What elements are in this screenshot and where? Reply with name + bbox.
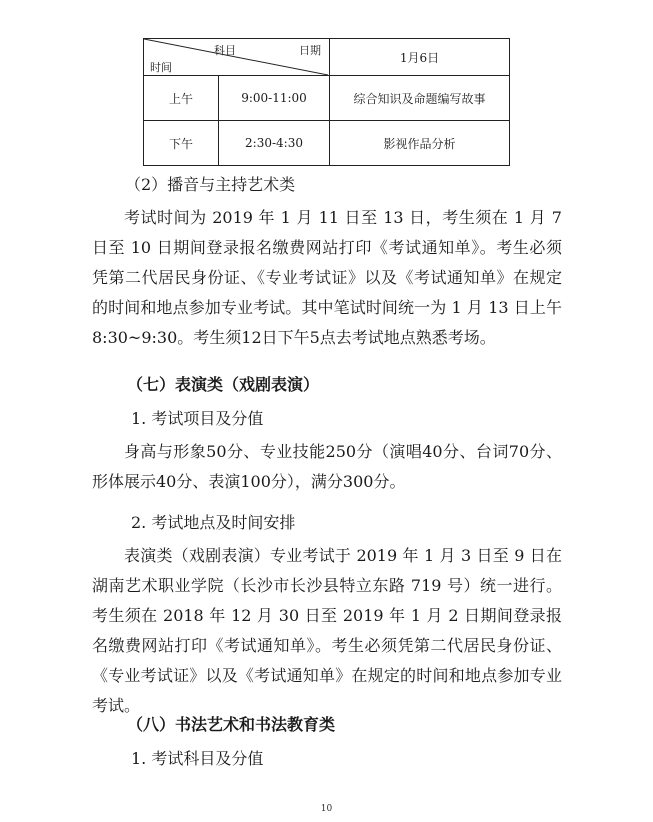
- section-broadcast-paragraph: 考试时间为 2019 年 1 月 11 日至 13 日，考生须在 1 月 7 日至 10 日期间登录报名缴费网站打印《考试通知单》。考生必须凭第二代居民身份证、《专业考试证》以及《考试通知单》在规定的时间和地点参加专业考试。其中笔试时间统一为 1 月 13 日上午 8:30~9:30。考生须12日下午5点去考试地点熟悉考场。: [92, 208, 562, 347]
- page-number: 10: [320, 804, 333, 814]
- exam-schedule-table: [143, 38, 510, 166]
- subject-cell: 影视作品分析: [330, 121, 510, 166]
- section-eight-title: （八）书法艺术和书法教育类: [127, 715, 336, 734]
- period-cell: 下午: [144, 121, 219, 166]
- section-eight-item1-title: 1. 考试科目及分值: [131, 749, 264, 768]
- table-header-row: [144, 39, 510, 76]
- table-row: [144, 121, 510, 166]
- section-seven-item2-text: 表演类（戏剧表演）专业考试于 2019 年 1 月 3 日至 9 日在湖南艺术职业学院（长沙市长沙县特立东路 719 号）统一进行。考生须在 2018 年 12 月 30 日至 2019 年 1 月 2 日期间登录报名缴费网站打印《考试通知单》。考生必须凭第二代居民身份证、《专业考试证》以及《考试通知单》在规定的时间和地点参加专业考试。: [92, 546, 562, 715]
- period-cell: 上午: [144, 76, 219, 121]
- date-value-cell: 1月6日: [330, 39, 510, 76]
- subject-cell: 综合知识及命题编写故事: [330, 76, 510, 121]
- time-cell: 2:30-4:30: [219, 121, 330, 166]
- header-subject-label: 科目: [214, 44, 236, 57]
- table-row: [144, 76, 510, 121]
- section-broadcast-title: （2）播音与主持艺术类: [125, 175, 296, 194]
- header-date-label: 日期: [299, 44, 321, 57]
- time-cell: 9:00-11:00: [219, 76, 330, 121]
- header-time-label: 时间: [150, 61, 172, 74]
- section-seven-item1-text: 身高与形象50分、专业技能250分（演唱40分、台词70分、形体展示40分、表演100分），满分300分。: [92, 442, 562, 491]
- diagonal-header-cell: [144, 39, 330, 76]
- section-seven-item2-title: 2. 考试地点及时间安排: [131, 513, 296, 532]
- section-seven-item1-title: 1. 考试项目及分值: [131, 409, 264, 428]
- section-seven-title: （七）表演类（戏剧表演）: [127, 375, 320, 394]
